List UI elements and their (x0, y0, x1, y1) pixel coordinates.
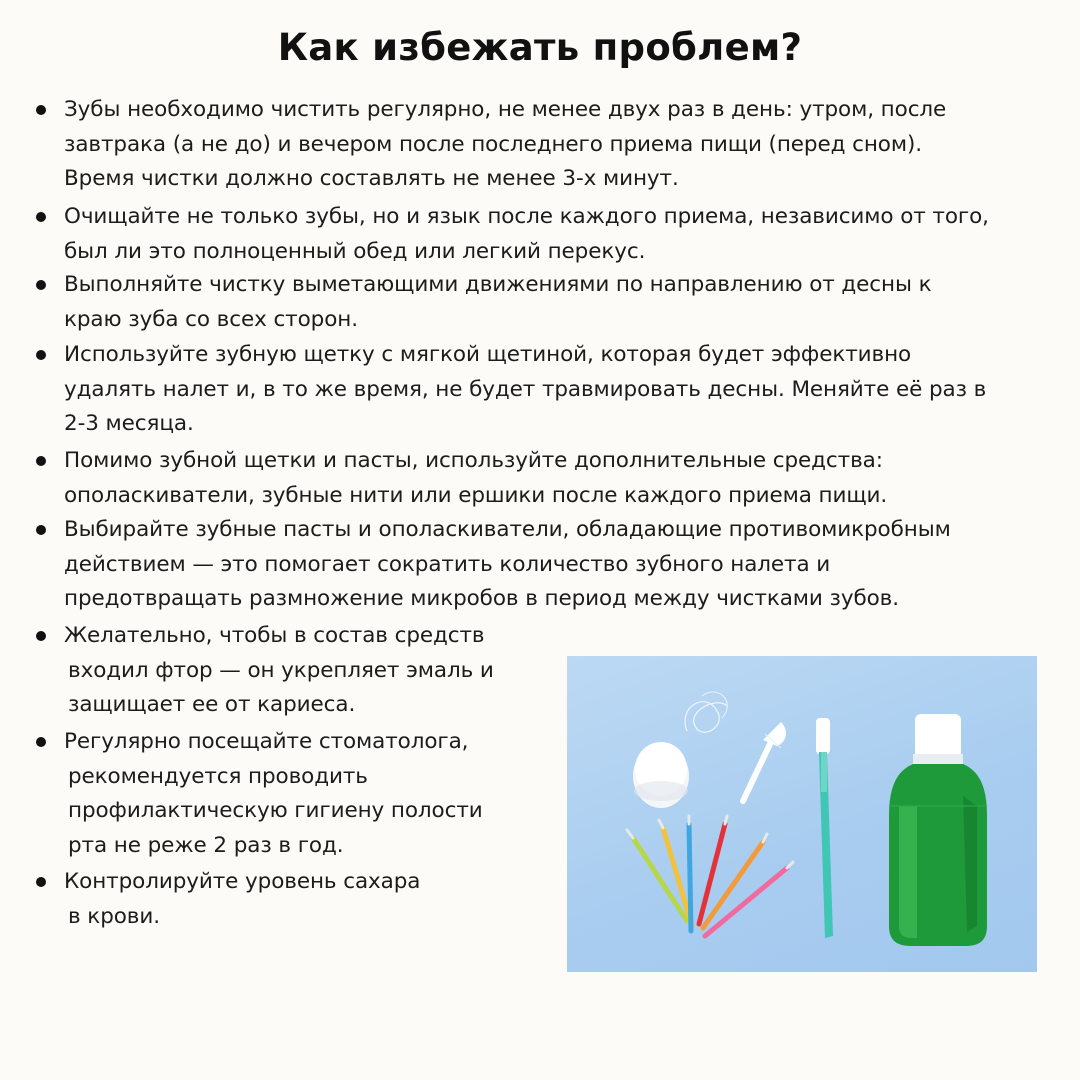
tip-line: был ли это полноценный обед или легкий перекус. (64, 238, 646, 264)
tip-line: Зубы необходимо чистить регулярно, не менее двух раз в день: утром, после (64, 97, 947, 122)
bullet-dot-icon (36, 105, 46, 115)
tip-line: Время чистки должно составлять не менее 3-х минут. (64, 166, 679, 192)
tip-line: Помимо зубной щетки и пасты, используйте дополнительные средства: (64, 448, 883, 473)
bullet-dot-icon (36, 350, 46, 360)
tip-line: защищает ее от кариеса. (68, 692, 356, 718)
bullet-dot-icon (36, 737, 46, 747)
tip-line: Выполняйте чистку выметающими движениями по направлению от десны к (64, 272, 932, 297)
tip-line: предотвращать размножение микробов в период между чистками зубов. (64, 586, 899, 612)
floss-thread-icon (685, 692, 727, 732)
page-title: Как избежать проблем? (277, 26, 803, 69)
tip-line: Регулярно посещайте стоматолога, (64, 729, 469, 754)
tip-line: удалять налет и, в то же время, не будет травмировать десны. Меняйте её раз в (64, 376, 987, 402)
mouthwash-bottle-icon (889, 714, 987, 946)
tip-line: Выбирайте зубные пасты и ополаскиватели, обладающие противомикробным (64, 517, 951, 542)
toothbrush-icon (816, 718, 833, 938)
tip-line: 2-3 месяца. (64, 411, 194, 437)
tip-line: краю зуба со всех сторон. (64, 306, 358, 332)
bullet-dot-icon (36, 631, 46, 641)
tip-line: рекомендуется проводить (68, 763, 368, 789)
bullet-dot-icon (36, 280, 46, 290)
tip-line: действием — это помогает сократить количество зубного налета и (64, 551, 831, 577)
tip-line: завтрака (а не до) и вечером после последнего приема пищи (перед сном). (64, 131, 922, 157)
floss-container-icon (633, 742, 689, 808)
tip-line: Очищайте не только зубы, но и язык после каждого приема, независимо от того, (64, 204, 989, 229)
tip-line: Контролируйте уровень сахара (64, 869, 421, 894)
floss-pick-icon (743, 722, 786, 801)
tip-line: рта не реже 2 раз в год. (68, 832, 344, 858)
tip-line: в крови. (68, 903, 160, 929)
bullet-dot-icon (36, 456, 46, 466)
tip-line: Желательно, чтобы в состав средств (64, 623, 485, 648)
tip-line: профилактическую гигиену полости (68, 798, 483, 824)
interdental-brushes-icon (627, 816, 793, 936)
oral-hygiene-products-photo (567, 656, 1037, 972)
bullet-dot-icon (36, 877, 46, 887)
tip-line: Используйте зубную щетку с мягкой щетиной, которая будет эффективно (64, 342, 912, 367)
tip-line: ополаскиватели, зубные нити или ершики после каждого приема пищи. (64, 482, 888, 508)
bullet-dot-icon (36, 212, 46, 222)
bullet-dot-icon (36, 525, 46, 535)
tip-line: входил фтор — он укрепляет эмаль и (68, 657, 494, 683)
